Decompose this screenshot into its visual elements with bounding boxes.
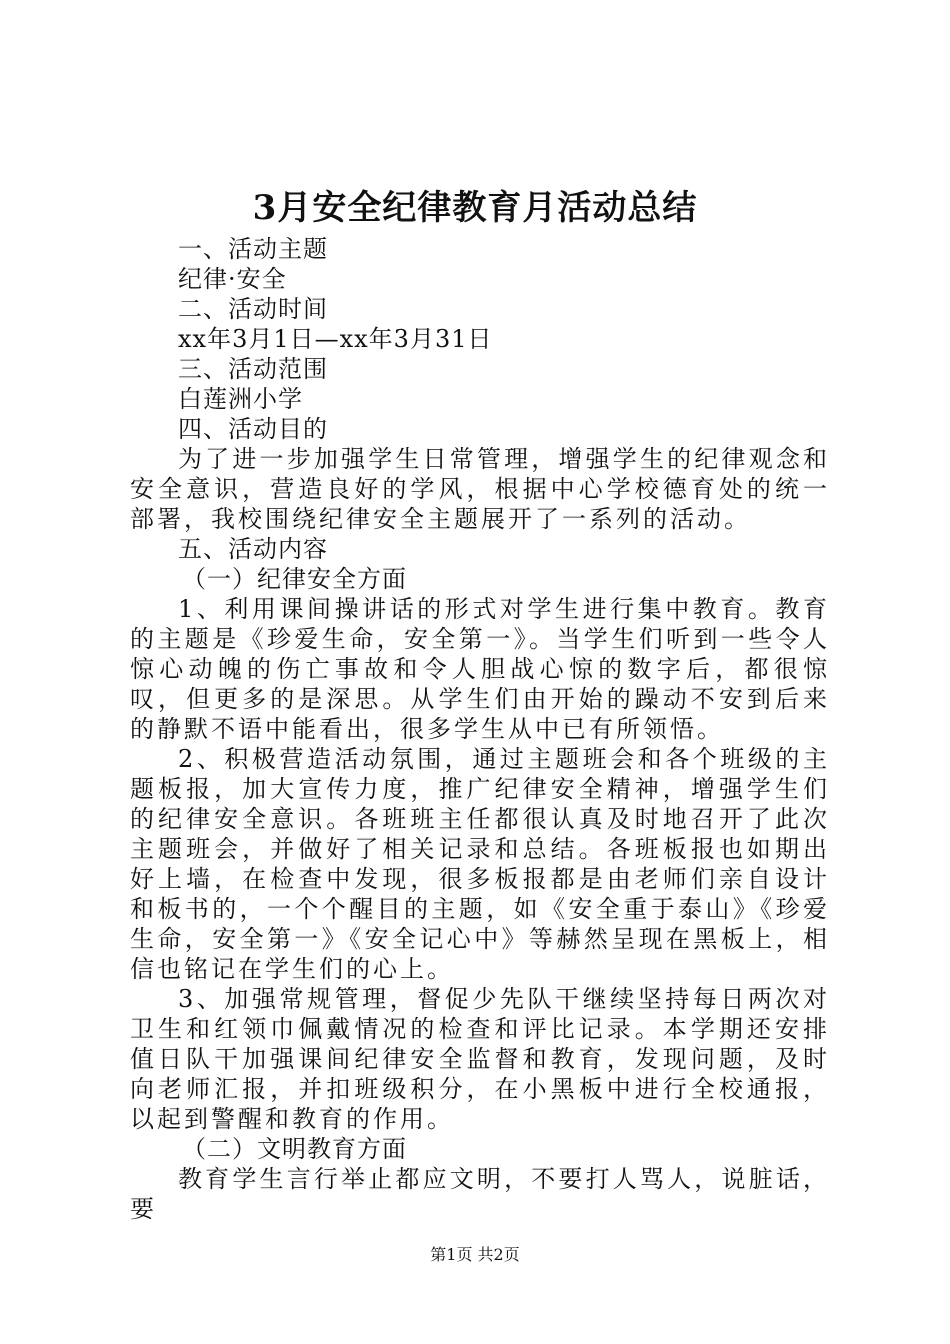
page-footer: 第1页 共2页 — [430, 1245, 520, 1264]
section-heading-scope: 三、活动范围 — [178, 355, 328, 383]
content-paragraph-3: 3、加强常规管理，督促少先队干继续坚持每日两次对卫生和红领巾佩戴情况的检查和评比记录。本学期还安排值日队干加强课间纪律安全监督和教育，发现问题，及时向老师汇报，并扣班级积分，在小黑板中进行全校通报，以起到警醒和教育的作用。 — [130, 985, 830, 1133]
content-paragraph-1: 1、利用课间操讲话的形式对学生进行集中教育。教育的主题是《珍爱生命，安全第一》。当学生们听到一些令人惊心动魄的伤亡事故和令人胆战心惊的数字后，都很惊叹，但更多的是深思。从学生们由开始的躁动不安到后来的静默不语中能看出，很多学生从中已有所领悟。 — [130, 595, 830, 743]
purpose-paragraph: 为了进一步加强学生日常管理，增强学生的纪律观念和安全意识，营造良好的学风，根据中心学校德育处的统一部署，我校围绕纪律安全主题展开了一系列的活动。 — [130, 445, 830, 533]
content-paragraph-4: 教育学生言行举止都应文明，不要打人骂人，说脏话，要 — [130, 1165, 830, 1223]
section-heading-theme: 一、活动主题 — [178, 235, 328, 263]
document-body — [130, 234, 830, 1224]
subheading-civility: （二）文明教育方面 — [182, 1135, 407, 1163]
subheading-discipline-safety: （一）纪律安全方面 — [182, 565, 407, 593]
section-heading-purpose: 四、活动目的 — [178, 415, 328, 443]
document-title: 3月安全纪律教育月活动总结 — [252, 188, 698, 228]
theme-text: 纪律·安全 — [178, 265, 287, 293]
time-text: xx年3月1日—xx年3月31日 — [178, 325, 493, 353]
section-heading-content: 五、活动内容 — [178, 535, 328, 563]
content-paragraph-2: 2、积极营造活动氛围，通过主题班会和各个班级的主题板报，加大宣传力度，推广纪律安全精神，增强学生们的纪律安全意识。各班班主任都很认真及时地召开了此次主题班会，并做好了相关记录和总结。各班板报也如期出好上墙，在检查中发现，很多板报都是由老师们亲自设计和板书的，一个个醒目的主题，如《安全重于泰山》《珍爱生命，安全第一》《安全记心中》等赫然呈现在黑板上，相信也铭记在学生们的心上。 — [130, 745, 830, 983]
section-heading-time: 二、活动时间 — [178, 295, 328, 323]
scope-text: 白莲洲小学 — [178, 385, 303, 413]
